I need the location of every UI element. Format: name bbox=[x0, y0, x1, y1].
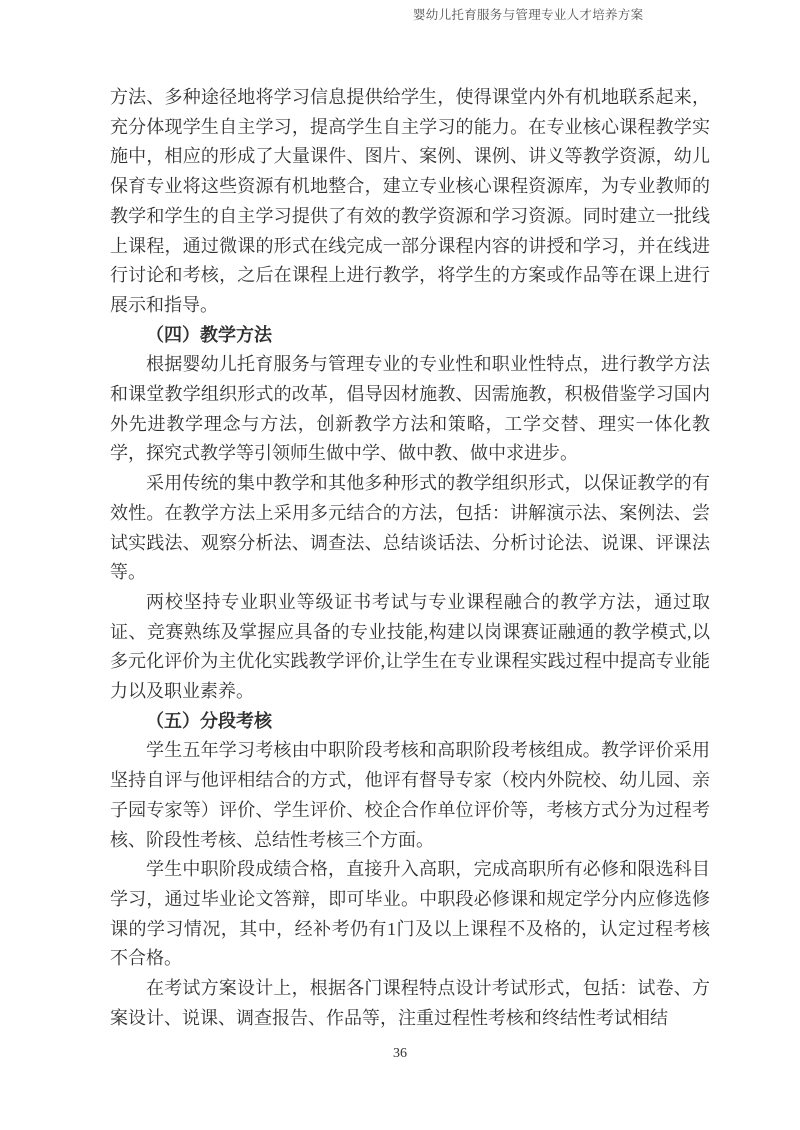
body-paragraph: 在考试方案设计上，根据各门课程特点设计考试形式，包括：试卷、方案设计、说课、调查报告、作品等，注重过程性考核和终结性考试相结 bbox=[110, 978, 710, 1028]
body-paragraph: 学生五年学习考核由中职阶段考核和高职阶段考核组成。教学评价采用坚持自评与他评相结合的方式，他评有督导专家（校内外院校、幼儿园、亲子园专家等）评价、学生评价、校企合作单位评价等，考核方式分为过程考核、阶段性考核、总结性考核三个方面。 bbox=[110, 740, 710, 850]
running-header: 婴幼儿托育服务与管理专业人才培养方案 bbox=[413, 8, 644, 22]
section-heading: （四）教学方法 bbox=[146, 324, 272, 345]
body-paragraph: 两校坚持专业职业等级证书考试与专业课程融合的教学方法，通过取证、竞赛熟练及掌握应具备的专业技能,构建以岗课赛证融通的教学模式,以多元化评价为主优化实践教学评价,让学生在专业课程实践过程中提高专业能力以及职业素养。 bbox=[110, 591, 710, 702]
section-heading: （五）分段考核 bbox=[146, 710, 272, 731]
document-body bbox=[110, 83, 710, 1034]
body-paragraph: 学生中职阶段成绩合格，直接升入高职，完成高职所有必修和限选科目学习，通过毕业论文答辩，即可毕业。中职段必修课和规定学分内应修选修课的学习情况，其中，经补考仍有1门及以上课程不及格的，认定过程考核不合格。 bbox=[110, 859, 710, 969]
body-paragraph: 方法、多种途径地将学习信息提供给学生，使得课堂内外有机地联系起来，充分体现学生自主学习，提高学生自主学习的能力。在专业核心课程教学实施中，相应的形成了大量课件、图片、案例、课例、讲义等教学资源，幼儿保育专业将这些资源有机地整合，建立专业核心课程资源库，为专业教师的教学和学生的自主学习提供了有效的教学资源和学习资源。同时建立一批线上课程，通过微课的形式在线完成一部分课程内容的讲授和学习，并在线进行讨论和考核，之后在课程上进行教学，将学生的方案或作品等在课上进行展示和指导。 bbox=[110, 87, 710, 315]
body-paragraph: 采用传统的集中教学和其他多种形式的教学组织形式，以保证教学的有效性。在教学方法上采用多元结合的方法，包括：讲解演示法、案例法、尝试实践法、观察分析法、调查法、总结谈话法、分析讨论法、说课、评课法等。 bbox=[110, 473, 710, 583]
page-number: 36 bbox=[393, 1046, 407, 1061]
body-paragraph: 根据婴幼儿托育服务与管理专业的专业性和职业性特点，进行教学方法和课堂教学组织形式的改革，倡导因材施教、因需施教，积极借鉴学习国内外先进教学理念与方法，创新教学方法和策略，工学交替、理实一体化教学，探究式教学等引领师生做中学、做中教、做中求进步。 bbox=[110, 354, 710, 464]
